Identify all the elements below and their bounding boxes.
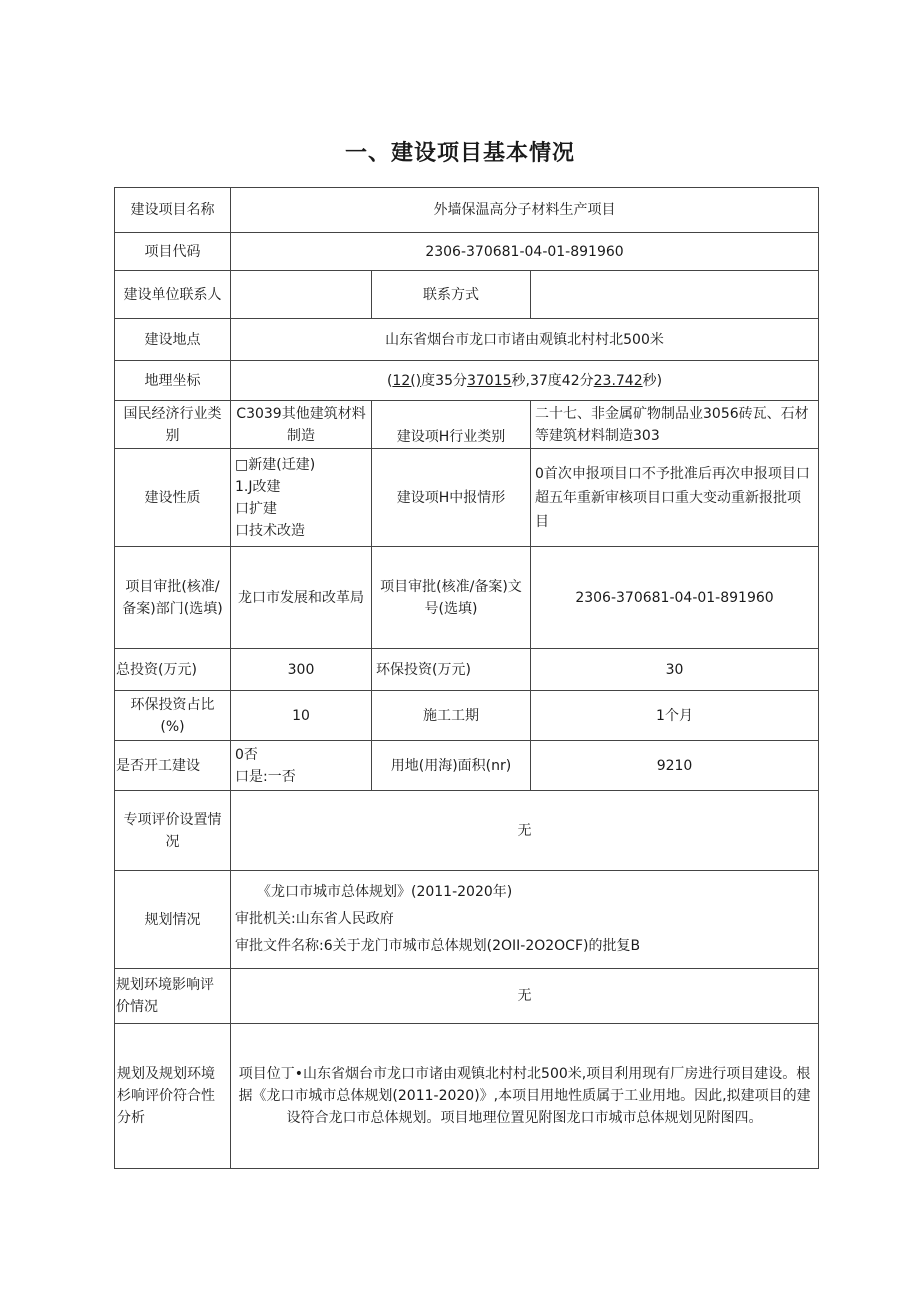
label-approval-number: 项目审批(核准/备案)文号(选填)	[372, 547, 531, 649]
option-expand: 口扩建	[235, 500, 277, 517]
value-planning	[231, 871, 819, 969]
label-planning-env-impact: 规划环境影响评价情况	[115, 969, 231, 1024]
value-project-industry: 二十七、非金属矿物制品业3056砖瓦、石材等建筑材料制造303	[531, 401, 819, 449]
page-title: 一、建设项目基本情况	[344, 141, 575, 166]
row-approval	[115, 547, 819, 649]
coords-part-2: 度35分	[421, 372, 467, 389]
row-contact	[115, 271, 819, 319]
value-contact-method	[531, 271, 819, 319]
row-coordinates	[115, 361, 819, 401]
label-compliance-analysis: 规划及规划环境杉响评价符合性分析	[115, 1024, 231, 1169]
coords-part-4: 秒)	[642, 372, 663, 389]
project-info-table	[114, 187, 819, 1169]
coords-underlined-1: 12()	[392, 372, 422, 389]
label-env-investment: 环保投资(万元)	[372, 649, 531, 691]
label-land-area: 用地(用海)面积(nr)	[372, 741, 531, 791]
value-env-investment: 30	[531, 649, 819, 691]
option-no: 0否	[235, 746, 258, 763]
value-economic-industry: C3039其他建筑材料制造	[231, 401, 372, 449]
value-contact-person	[231, 271, 372, 319]
value-location: 山东省烟台市龙口市诸由观镇北村村北500米	[231, 319, 819, 361]
value-planning-env-impact: 无	[231, 969, 819, 1024]
value-project-name: 外墙保温高分子材料生产项目	[231, 188, 819, 233]
label-construction-nature: 建设性质	[115, 449, 231, 547]
label-planning: 规划情况	[115, 871, 231, 969]
label-contact-method: 联系方式	[372, 271, 531, 319]
value-land-area: 9210	[531, 741, 819, 791]
row-location	[115, 319, 819, 361]
value-coordinates	[231, 361, 819, 401]
row-industry	[115, 401, 819, 449]
label-special-eval: 专项评价设置情况	[115, 791, 231, 871]
options-started	[231, 741, 372, 791]
row-project-name	[115, 188, 819, 233]
label-location: 建设地点	[115, 319, 231, 361]
label-construction-period: 施工工期	[372, 691, 531, 741]
row-nature	[115, 449, 819, 547]
option-new-build: □新建(迁建)	[235, 456, 316, 473]
value-total-investment: 300	[231, 649, 372, 691]
planning-authority: 审批机关:山东省人民政府	[235, 911, 394, 927]
planning-doc: 《龙口市城市总体规划》(2011-2020年)	[257, 884, 513, 900]
row-compliance	[115, 1024, 819, 1169]
label-approval-dept: 项目审批(核准/备案)部门(选填)	[115, 547, 231, 649]
label-project-code: 项目代码	[115, 233, 231, 271]
planning-approval-doc: 审批文件名称:6关于龙门市城市总体规划(2OII-2O2OCF)的批复B	[235, 938, 641, 954]
value-project-code: 2306-370681-04-01-891960	[231, 233, 819, 271]
label-total-investment: 总投资(万元)	[115, 649, 231, 691]
row-planning	[115, 871, 819, 969]
label-contact-person: 建设单位联系人	[115, 271, 231, 319]
value-approval-dept: 龙口市发展和改革局	[231, 547, 372, 649]
option-rebuild: 1.J改建	[235, 478, 281, 495]
coords-underlined-3: 23.742	[593, 372, 643, 389]
coords-underlined-2: 37015	[466, 372, 512, 389]
row-project-code	[115, 233, 819, 271]
label-application-situation: 建设项H中报情形	[372, 449, 531, 547]
option-tech-renovation: 口技术改造	[235, 522, 305, 539]
value-construction-period: 1个月	[531, 691, 819, 741]
label-coordinates: 地理坐标	[115, 361, 231, 401]
row-ratio	[115, 691, 819, 741]
label-started: 是否开工建设	[115, 741, 231, 791]
options-construction-nature	[231, 449, 372, 547]
row-env-impact	[115, 969, 819, 1024]
label-economic-industry: 国民经济行业类别	[115, 401, 231, 449]
row-started	[115, 741, 819, 791]
value-compliance-analysis: 项目位丁•山东省烟台市龙口市诸由观镇北村村北500米,项目利用现有厂房进行项目建设。根据《龙口市城市总体规划(2011-2020)》,本项目用地性质属于工业用地。因此,拟建项目的建设符合龙口市总体规划。项目地理位置见附图龙口市城市总体规划见附图四。	[231, 1024, 819, 1169]
label-project-name: 建设项目名称	[115, 188, 231, 233]
coords-part-3: 秒,37度42分	[511, 372, 594, 389]
label-env-ratio: 环保投资占比(%)	[115, 691, 231, 741]
value-special-eval: 无	[231, 791, 819, 871]
row-special-eval	[115, 791, 819, 871]
value-env-ratio: 10	[231, 691, 372, 741]
label-project-industry: 建设项H行业类别	[372, 401, 531, 449]
row-investment	[115, 649, 819, 691]
value-application-situation: 0首次申报项目口不予批准后再次申报项目口超五年重新审核项目口重大变动重新报批项目	[531, 449, 819, 547]
value-approval-number: 2306-370681-04-01-891960	[531, 547, 819, 649]
option-yes: 口是:一否	[235, 768, 296, 785]
coords-part-1: (	[386, 372, 393, 389]
